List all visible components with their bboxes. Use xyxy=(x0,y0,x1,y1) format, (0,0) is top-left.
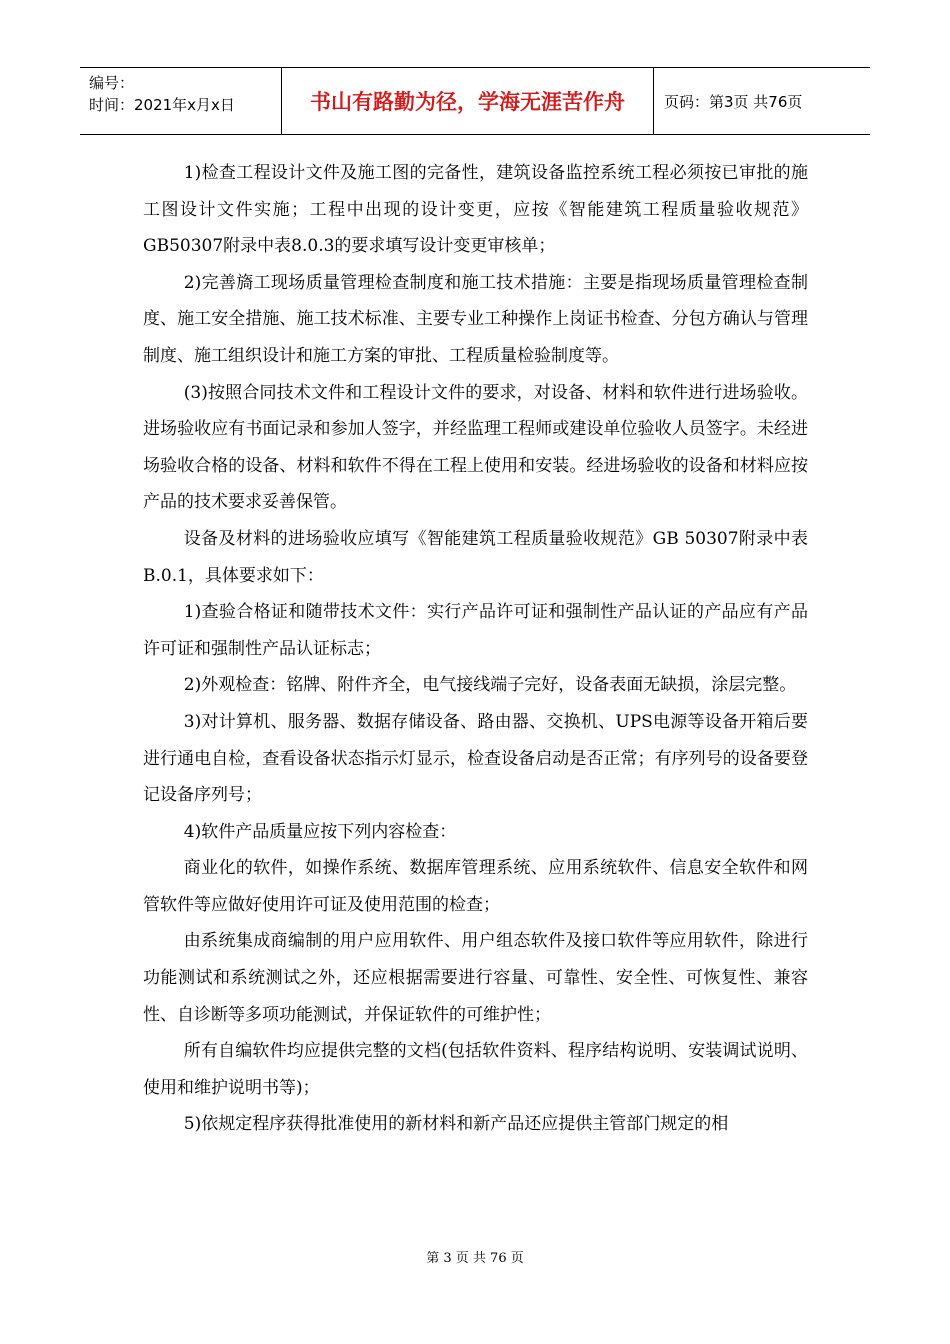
header-meta xyxy=(80,68,282,134)
header-page-info: 页码：第3页 共76页 xyxy=(664,92,803,111)
paragraph: 1)检查工程设计文件及施工图的完备性，建筑设备监控系统工程必须按已审批的施工图设计文件实施；工程中出现的设计变更，应按《智能建筑工程质量验收规范》GB50307附录中表8.0.3的要求填写设计变更审核单； xyxy=(143,163,808,257)
paragraph: 由系统集成商编制的用户应用软件、用户组态软件及接口软件等应用软件，除进行功能测试和系统测试之外，还应根据需要进行容量、可靠性、安全性、可恢复性、兼容性、自诊断等多项功能测试，并保证软件的可维护性； xyxy=(143,931,808,1025)
document-body xyxy=(143,155,808,1143)
paragraph: (3)按照合同技术文件和工程设计文件的要求，对设备、材料和软件进行进场验收。进场验收应有书面记录和参加人签字，并经监理工程师或建设单位验收人员签字。未经进场验收合格的设备、材料和软件不得在工程上使用和安装。经进场验收的设备和材料应按产品的技术要求妥善保管。 xyxy=(143,382,808,513)
paragraph: 所有自编软件均应提供完整的文档(包括软件资料、程序结构说明、安装调试说明、使用和维护说明书等)； xyxy=(143,1041,808,1098)
paragraph: 4)软件产品质量应按下列内容检查： xyxy=(183,821,457,842)
paragraph: 1)查验合格证和随带技术文件：实行产品许可证和强制性产品认证的产品应有产品许可证和强制性产品认证标志； xyxy=(143,602,808,659)
paragraph: 设备及材料的进场验收应填写《智能建筑工程质量验收规范》GB 50307附录中表B.0.1，具体要求如下： xyxy=(143,528,808,586)
paragraph: 2)完善旖工现场质量管理检查制度和施工技术措施：主要是指现场质量管理检查制度、施工安全措施、施工技术标准、主要专业工种操作上岗证书检查、分包方确认与管理制度、施工组织设计和施工方案的审批、工程质量检验制度等。 xyxy=(143,272,808,366)
document-date-label: 时间：2021年x月x日 xyxy=(89,96,235,114)
paragraph: 2)外观检查：铭牌、附件齐全，电气接线端子完好，设备表面无缺损，涂层完整。 xyxy=(183,675,797,696)
paragraph: 5)依规定程序获得批准使用的新材料和新产品还应提供主管部门规定的相 xyxy=(183,1114,729,1135)
paragraph: 3)对计算机、服务器、数据存储设备、路由器、交换机、UPS电源等设备开箱后要进行通电自检，查看设备状态指示灯显示，检查设备启动是否正常；有序列号的设备要登记设备序列号； xyxy=(143,711,808,806)
page-header xyxy=(80,67,870,135)
paragraph: 商业化的软件，如操作系统、数据库管理系统、应用系统软件、信息安全软件和网管软件等应做好使用许可证及使用范围的检查； xyxy=(143,858,808,915)
page-footer: 第 3 页 共 76 页 xyxy=(426,1251,524,1266)
header-motto: 书山有路勤为径，学海无涯苦作舟 xyxy=(282,68,654,134)
document-number-label: 编号： xyxy=(89,74,135,92)
